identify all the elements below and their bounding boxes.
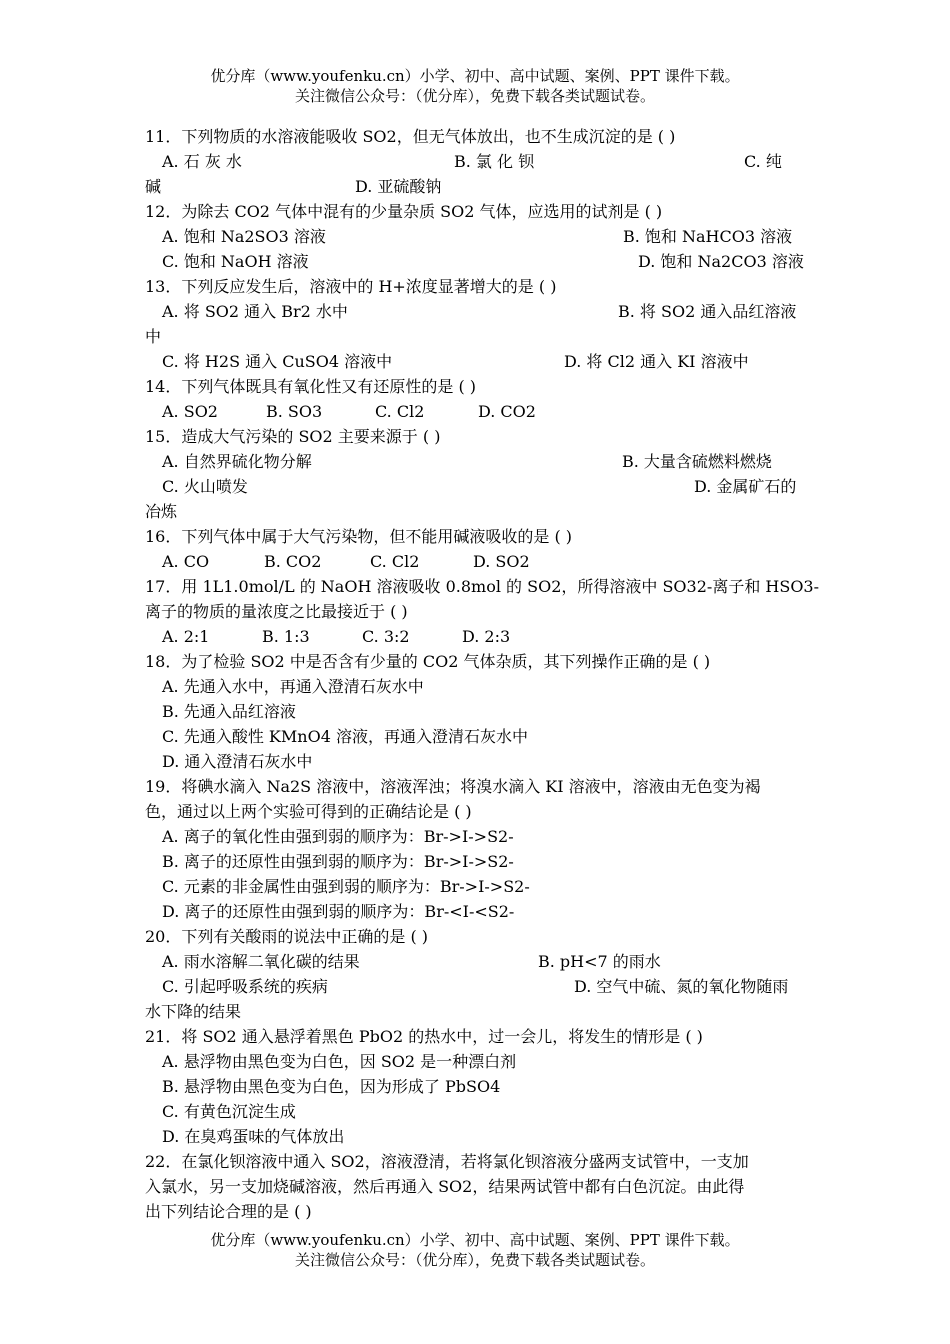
q12-option-d: D. 饱和 Na2CO3 溶液 (638, 252, 804, 271)
q19-stem-line-1: 19．将碘水滴入 Na2S 溶液中，溶液浑浊；将溴水滴入 KI 溶液中，溶液由无色变为褐 (145, 777, 761, 796)
q16-option-b: B. CO2 (264, 552, 322, 571)
footer-line-1: 优分库（www.youfenku.cn）小学、初中、高中试题、案例、PPT 课件下载。 (210, 1231, 740, 1249)
q18-option-d: D. 通入澄清石灰水中 (162, 752, 313, 771)
q13-option-d: D. 将 Cl2 通入 KI 溶液中 (564, 352, 749, 371)
q17-options (145, 624, 806, 649)
q14-option-a: A. SO2 (162, 402, 218, 421)
q18-stem: 18．为了检验 SO2 中是否含有少量的 CO2 气体杂质，其下列操作正确的是 ( ) (145, 652, 711, 671)
page-footer (0, 1230, 950, 1270)
q16-option-c: C. Cl2 (370, 552, 420, 571)
q21-option-c: C. 有黄色沉淀生成 (162, 1102, 296, 1121)
q13-options-row2 (145, 349, 806, 374)
q15-option-d: D. 金属矿石的 (694, 477, 797, 496)
q22-stem-line-3: 出下列结论合理的是 ( ) (145, 1202, 312, 1221)
q21-stem: 21．将 SO2 通入悬浮着黑色 PbO2 的热水中，过一会儿，将发生的情形是 ( ) (145, 1027, 703, 1046)
header-line-1: 优分库（www.youfenku.cn）小学、初中、高中试题、案例、PPT 课件下载。 (210, 67, 740, 85)
q14-options (145, 399, 806, 424)
q19-option-b: B. 离子的还原性由强到弱的顺序为：Br->I->S2- (162, 852, 514, 871)
q20-option-d: D. 空气中硫、氮的氧化物随雨 (574, 977, 789, 996)
q19-option-a: A. 离子的氧化性由强到弱的顺序为：Br->I->S2- (162, 827, 514, 846)
q11-option-b: B. 氯 化 钡 (454, 152, 535, 171)
q14-option-c: C. Cl2 (375, 402, 425, 421)
q21-option-a: A. 悬浮物由黑色变为白色，因 SO2 是一种漂白剂 (162, 1052, 517, 1071)
q16-options (145, 549, 806, 574)
q21-option-d: D. 在臭鸡蛋味的气体放出 (162, 1127, 345, 1146)
q12-option-c: C. 饱和 NaOH 溶液 (162, 252, 309, 271)
q11-stem: 11．下列物质的水溶液能吸收 SO2，但无气体放出，也不生成沉淀的是 ( ) (145, 127, 676, 146)
q18-option-c: C. 先通入酸性 KMnO4 溶液，再通入澄清石灰水中 (162, 727, 528, 746)
q13-stem: 13．下列反应发生后，溶液中的 H+浓度显著增大的是 ( ) (145, 277, 557, 296)
q17-option-d: D. 2:3 (462, 627, 511, 646)
q11-option-c: C. 纯 (744, 152, 782, 171)
q20-options-row1 (145, 949, 806, 974)
page-header (0, 66, 950, 106)
q17-option-b: B. 1:3 (262, 627, 310, 646)
q11-option-c-cont: 碱 (145, 177, 162, 196)
footer-line-2: 关注微信公众号：（优分库），免费下载各类试题试卷。 (294, 1251, 655, 1269)
q12-options-row1 (145, 224, 806, 249)
q18-option-b: B. 先通入品红溶液 (162, 702, 296, 721)
q17-option-c: C. 3:2 (362, 627, 410, 646)
q16-option-d: D. SO2 (473, 552, 530, 571)
q11-options-row2 (145, 174, 806, 199)
q15-option-b: B. 大量含硫燃料燃烧 (622, 452, 772, 471)
q14-option-d: D. CO2 (478, 402, 536, 421)
q16-stem: 16．下列气体中属于大气污染物，但不能用碱液吸收的是 ( ) (145, 527, 573, 546)
q14-option-b: B. SO3 (266, 402, 323, 421)
q13-option-b-cont: 中 (145, 327, 162, 346)
q16-option-a: A. CO (162, 552, 210, 571)
q19-option-c: C. 元素的非金属性由强到弱的顺序为：Br->I->S2- (162, 877, 530, 896)
q12-stem: 12．为除去 CO2 气体中混有的少量杂质 SO2 气体，应选用的试剂是 ( ) (145, 202, 663, 221)
q12-options-row2 (145, 249, 806, 274)
q13-option-c: C. 将 H2S 通入 CuSO4 溶液中 (162, 352, 393, 371)
q21-option-b: B. 悬浮物由黑色变为白色，因为形成了 PbSO4 (162, 1077, 501, 1096)
q15-options-row1 (145, 449, 806, 474)
q19-option-d: D. 离子的还原性由强到弱的顺序为：Br-<I-<S2- (162, 902, 515, 921)
q12-option-a: A. 饱和 Na2SO3 溶液 (162, 227, 326, 246)
q20-option-a: A. 雨水溶解二氧化碳的结果 (162, 952, 360, 971)
q15-stem: 15．造成大气污染的 SO2 主要来源于 ( ) (145, 427, 441, 446)
q17-stem-line-2: 离子的物质的量浓度之比最接近于 ( ) (145, 602, 408, 621)
q11-options-row1 (145, 149, 806, 174)
q13-option-a: A. 将 SO2 通入 Br2 水中 (162, 302, 348, 321)
q15-option-a: A. 自然界硫化物分解 (162, 452, 312, 471)
q19-stem-line-2: 色，通过以上两个实验可得到的正确结论是 ( ) (145, 802, 472, 821)
q20-options-row2 (145, 974, 806, 999)
q22-stem-line-2: 入氯水，另一支加烧碱溶液，然后再通入 SO2，结果两试管中都有白色沉淀。由此得 (145, 1177, 745, 1196)
q13-options-row1 (145, 299, 806, 324)
q12-option-b: B. 饱和 NaHCO3 溶液 (623, 227, 793, 246)
q20-option-d-cont: 水下降的结果 (145, 1002, 242, 1021)
q17-stem-line-1: 17．用 1L1.0mol/L 的 NaOH 溶液吸收 0.8mol 的 SO2，所得溶液中 SO32-离子和 HSO3- (145, 577, 820, 596)
q22-stem-line-1: 22．在氯化钡溶液中通入 SO2，溶液澄清，若将氯化钡溶液分盛两支试管中，一支加 (145, 1152, 749, 1171)
header-line-2: 关注微信公众号：（优分库），免费下载各类试题试卷。 (294, 87, 655, 105)
q15-options-row2 (145, 474, 806, 499)
q14-stem: 14．下列气体既具有氧化性又有还原性的是 ( ) (145, 377, 477, 396)
q15-option-c: C. 火山喷发 (162, 477, 248, 496)
q20-option-c: C. 引起呼吸系统的疾病 (162, 977, 328, 996)
q18-option-a: A. 先通入水中，再通入澄清石灰水中 (162, 677, 424, 696)
q15-option-d-cont: 冶炼 (145, 502, 178, 521)
q11-option-a: A. 石 灰 水 (162, 152, 242, 171)
q20-option-b: B. pH<7 的雨水 (538, 952, 661, 971)
q20-stem: 20．下列有关酸雨的说法中正确的是 ( ) (145, 927, 429, 946)
q11-option-d: D. 亚硫酸钠 (355, 177, 442, 196)
question-list (145, 124, 820, 1224)
q17-option-a: A. 2:1 (162, 627, 210, 646)
q13-option-b: B. 将 SO2 通入品红溶液 (618, 302, 797, 321)
